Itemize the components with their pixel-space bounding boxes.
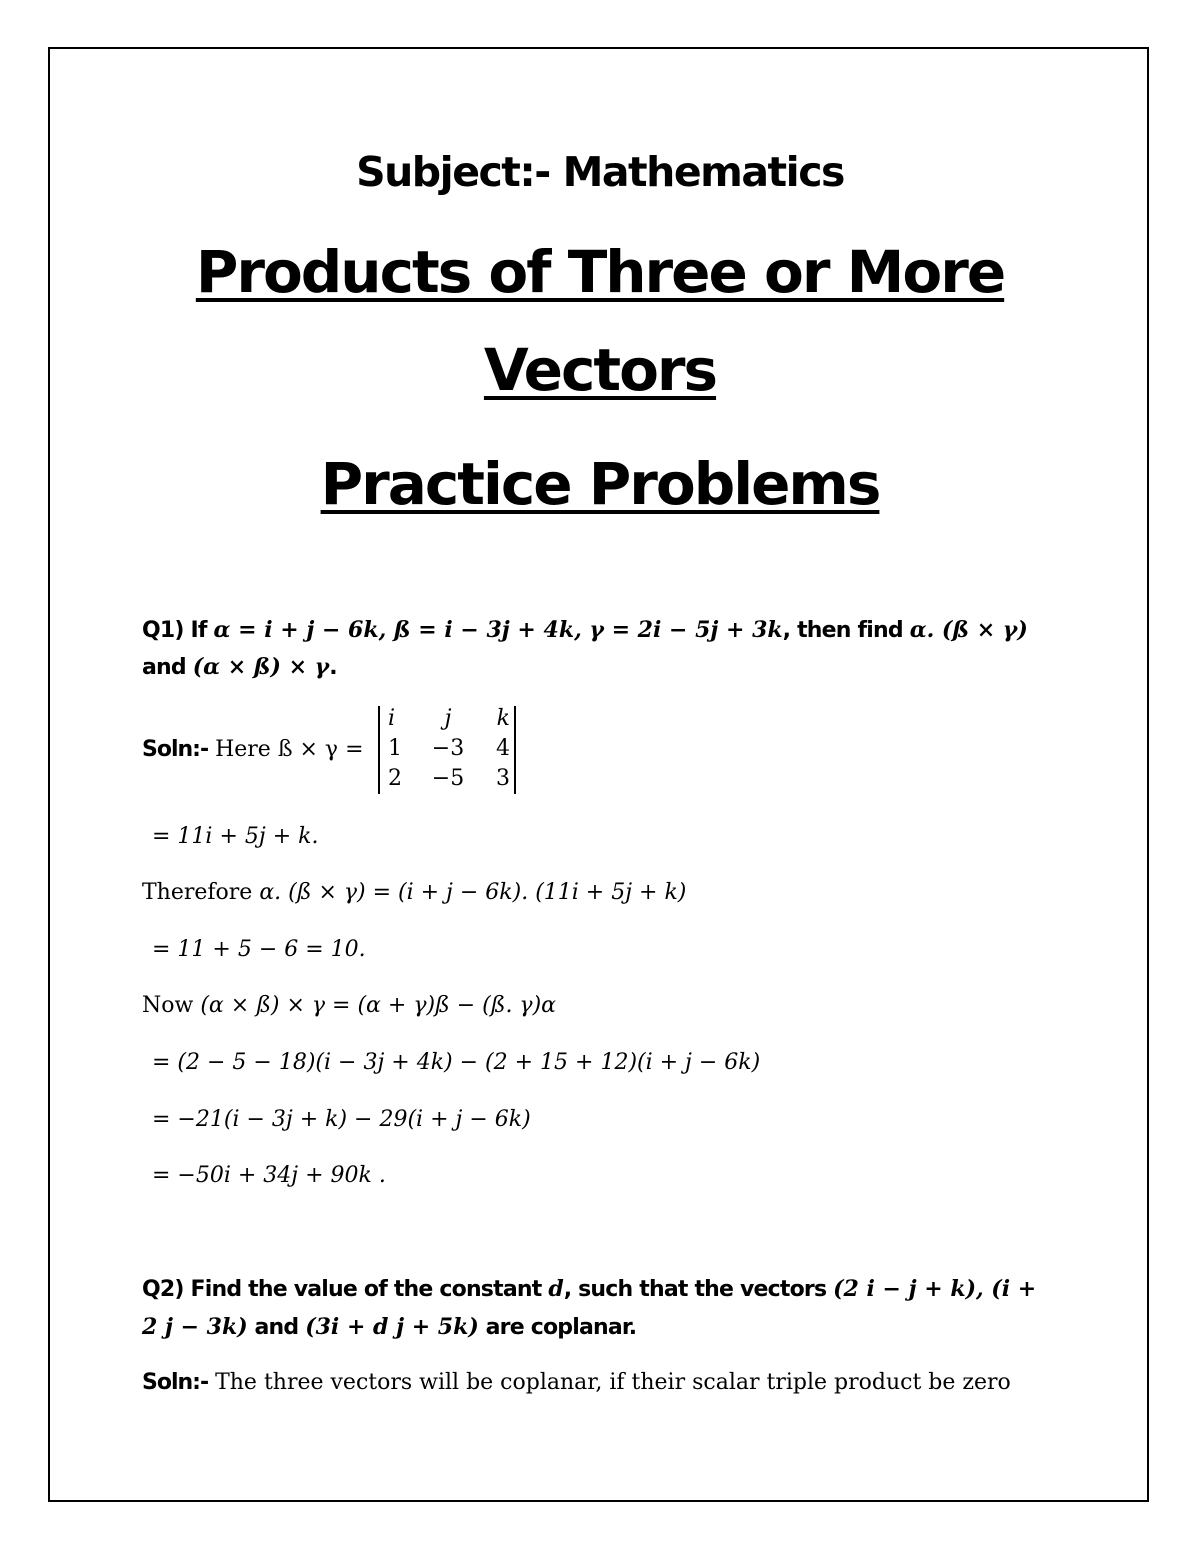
solution-1-therefore: Therefore α. (ß × γ) = (i + j − 6k). (11i + 5j + k) (142, 880, 687, 905)
title-line-3: Practice Problems (320, 450, 880, 518)
determinant-row (380, 706, 514, 734)
determinant-matrix (378, 706, 516, 794)
solution-2-intro: Soln:- The three vectors will be coplanar, if their scalar triple product be zero (142, 1370, 1011, 1395)
matrix-cell: −5 (431, 766, 465, 791)
solution-1-step-4: = −21(i − 3j + k) − 29(i + j − 6k) (152, 1107, 531, 1132)
matrix-cell: 4 (496, 736, 510, 761)
solution-1-now: Now (α × ß) × γ = (α + γ)ß − (ß. γ)α (142, 993, 557, 1018)
matrix-cell: 1 (388, 736, 402, 761)
subject-heading: Subject:- Mathematics (356, 148, 844, 196)
matrix-cell: k (496, 706, 510, 731)
matrix-cell: −3 (431, 736, 465, 761)
matrix-cell: j (444, 706, 452, 731)
matrix-cell: i (388, 706, 396, 731)
determinant-row (380, 766, 514, 794)
solution-1-step-1: = 11i + 5j + k. (152, 824, 319, 849)
solution-1-step-2: = 11 + 5 − 6 = 10. (152, 937, 366, 962)
question-2-line-2: 2 j − 3k) and (3i + d j + 5k) are coplanar. (142, 1314, 637, 1340)
matrix-cell: 2 (388, 766, 402, 791)
solution-1-intro: Soln:- Here ß × γ = (142, 737, 364, 762)
solution-1-step-5: = −50i + 34j + 90k . (152, 1163, 386, 1188)
question-1-line-2: and (α × ß) × γ. (142, 654, 337, 680)
solution-1-step-3: = (2 − 5 − 18)(i − 3j + 4k) − (2 + 15 + 12)(i + j − 6k) (152, 1050, 761, 1075)
determinant-row (380, 736, 514, 764)
question-2-line-1: Q2) Find the value of the constant d, such that the vectors (2 i − j + k), (i + (142, 1276, 1037, 1302)
question-1-line-1: Q1) If α = i + j − 6k, ß = i − 3j + 4k, γ = 2i − 5j + 3k, then find α. (ß × γ) (142, 617, 1028, 643)
title-line-1: Products of Three or More (195, 238, 1005, 306)
matrix-cell: 3 (496, 766, 510, 791)
title-line-2: Vectors (483, 336, 717, 404)
